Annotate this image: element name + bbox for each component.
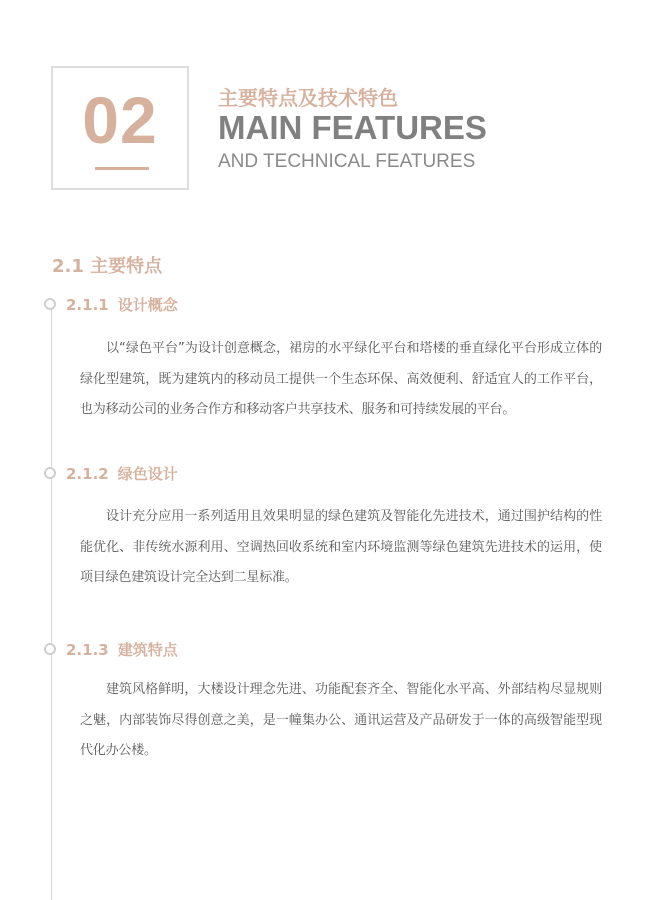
subsection-heading [66,639,178,660]
subsection-heading [66,294,178,315]
subsection-heading [66,463,178,484]
subsection-title: 绿色设计 [117,465,178,483]
subsection-body: 设计充分应用一系列适用且效果明显的绿色建筑及智能化先进技术，通过围护结构的性能优化、非传统水源利用、空调热回收系统和室内环境监测等绿色建筑先进技术的运用，使项目绿色建筑设计完全达到二星标准。 [80,509,602,585]
timeline-line [51,304,52,900]
chapter-number: 02 [82,83,158,157]
section-heading: 2.1 主要特点 [52,256,163,277]
chapter-number-box [51,66,189,190]
timeline-node [44,467,56,479]
timeline-node [44,643,56,655]
chapter-title-en: MAIN FEATURES [218,109,487,146]
timeline-node [44,298,56,310]
chapter-title-cn: 主要特点及技术特色 [218,86,398,110]
subsection-body: 建筑风格鲜明，大楼设计理念先进、功能配套齐全、智能化水平高、外部结构尽显规则之魅，内部装饰尽得创意之美，是一幢集办公、通讯运营及产品研发于一体的高级智能型现代化办公楼。 [80,682,602,758]
subsection-title: 建筑特点 [117,641,178,659]
subsection-body: 以“绿色平台”为设计创意概念，裙房的水平绿化平台和塔楼的垂直绿化平台形成立体的绿化型建筑，既为建筑内的移动员工提供一个生态环保、高效便利、舒适宜人的工作平台，也为移动公司的业务合作方和移动客户共享技术、服务和可持续发展的平台。 [80,341,602,417]
subsection-number: 2.1.3 [66,641,109,659]
subsection-title: 设计概念 [117,296,178,314]
chapter-subtitle-en: AND TECHNICAL FEATURES [218,151,476,172]
subsection-number: 2.1.1 [66,296,109,314]
subsection-number: 2.1.2 [66,465,109,483]
chapter-underline [95,167,149,170]
